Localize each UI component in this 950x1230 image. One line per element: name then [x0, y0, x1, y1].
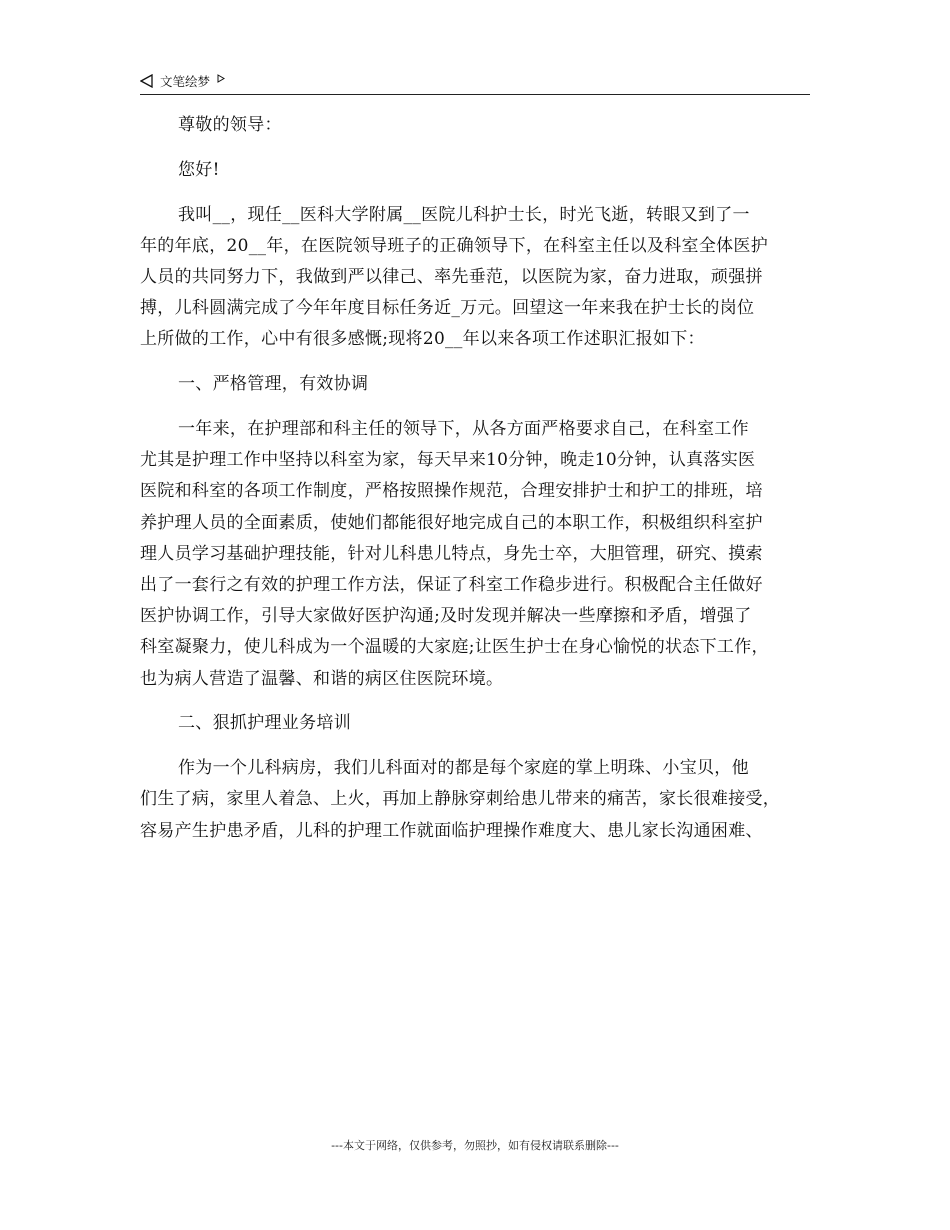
footer-notice: ---本文于网络，仅供参考，勿照抄，如有侵权请联系删除---: [331, 1139, 619, 1152]
document-body: [140, 110, 822, 860]
intro-paragraph: [140, 200, 822, 356]
section2-paragraph: [140, 753, 822, 847]
text-line: 理人员学习基础护理技能，针对儿科患儿特点，身先士卒，大胆管理，研究、摸索: [140, 543, 763, 564]
text-line: 年的年底，20__年，在医院领导班子的正确领导下，在科室主任以及科室全体医护: [140, 235, 769, 256]
text-line: 也为病人营造了温馨、和谐的病区住医院环境。: [140, 668, 504, 689]
text-line: 一年来，在护理部和科主任的领导下，从各方面严格要求自己，在科室工作: [178, 419, 749, 439]
text-line: 们生了病，家里人着急、上火，再加上静脉穿刺给患儿带来的痛苦，家长很难接受，: [140, 789, 781, 810]
left-triangle-icon: [140, 74, 153, 88]
section-heading: 一、严格管理，有效协调: [178, 374, 369, 395]
section-heading: 二、狠抓护理业务培训: [178, 713, 351, 734]
text-line: 尤其是护理工作中坚持以科室为家，每天早来10分钟，晚走10分钟，认真落实医: [140, 450, 756, 471]
greeting: 您好!: [178, 159, 220, 180]
salutation: 尊敬的领导：: [178, 115, 282, 135]
brand: [140, 72, 225, 90]
text-line: 我叫__，现任__医科大学附属__医院儿科护士长，时光飞逝，转眼又到了一: [178, 204, 750, 225]
right-triangle-icon: [217, 79, 225, 83]
text-line: 作为一个儿科病房，我们儿科面对的都是每个家庭的掌上明珠、小宝贝，他: [178, 758, 749, 779]
text-line: 出了一套行之有效的护理工作方法，保证了科室工作稳步进行。积极配合主任做好: [140, 575, 763, 596]
text-line: 搏，儿科圆满完成了今年年度目标任务近_万元。回望这一年来我在护士长的岗位: [140, 298, 755, 319]
text-line: 人员的共同努力下，我做到严以律己、率先垂范，以医院为家，奋力进取，顽强拼: [140, 267, 763, 287]
text-line: 医护协调工作，引导大家做好医护沟通;及时发现并解决一些摩擦和矛盾，增强了: [140, 606, 752, 627]
text-line: 养护理人员的全面素质，使她们都能很好地完成自己的本职工作，积极组织科室护: [140, 512, 763, 533]
section1-paragraph: [140, 414, 822, 695]
text-line: 上所做的工作，心中有很多感慨;现将20__年以来各项工作述职汇报如下：: [140, 329, 705, 350]
text-line: 科室凝聚力，使儿科成为一个温暖的大家庭;让医生护士在身心愉悦的状态下工作，: [140, 637, 769, 658]
document-header: [140, 72, 810, 95]
brand-name: 文笔绘梦: [160, 74, 211, 89]
text-line: 容易产生护患矛盾，儿科的护理工作就面临护理操作难度大、患儿家长沟通困难、: [140, 820, 763, 841]
text-line: 医院和科室的各项工作制度，严格按照操作规范，合理安排护士和护工的排班，培: [140, 481, 763, 502]
